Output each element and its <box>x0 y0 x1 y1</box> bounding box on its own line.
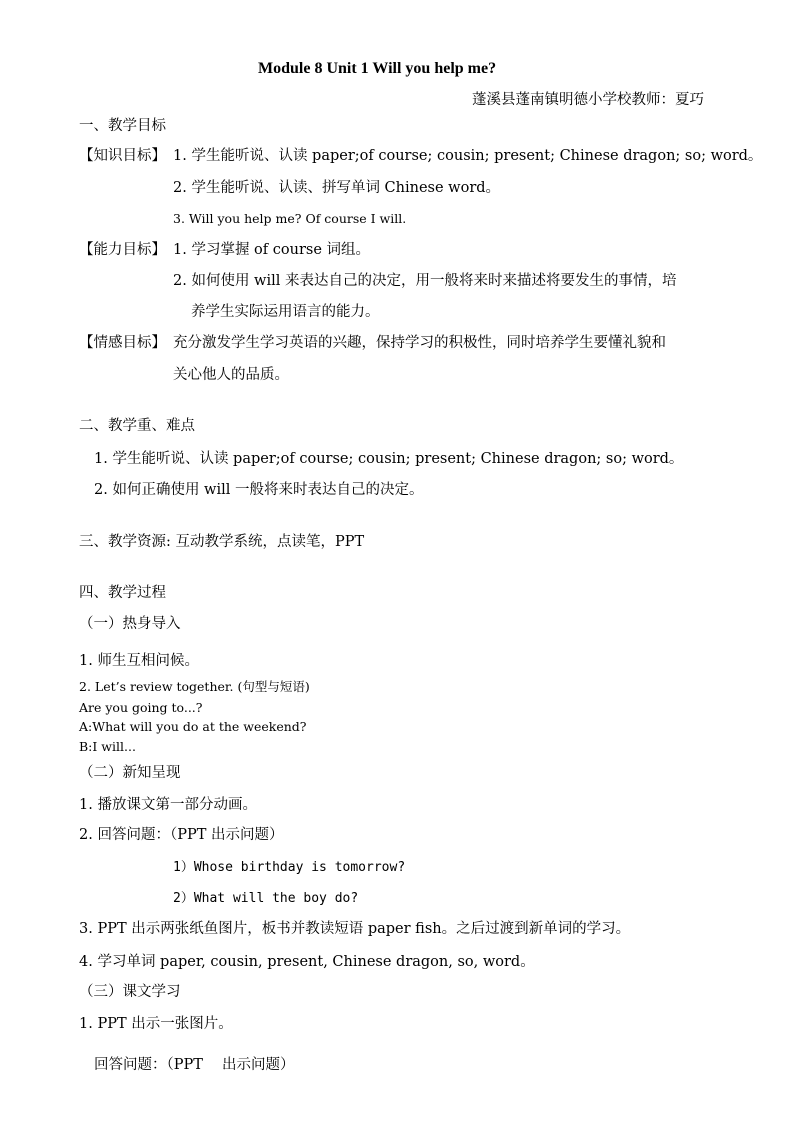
key-point-item: 2. 如何正确使用 will 一般将来时表达自己的决定。 <box>94 482 424 498</box>
ability-item-continued: 养学生实际运用语言的能力。 <box>191 304 380 320</box>
warmup-item: 1. 师生互相问候。 <box>79 653 199 669</box>
knowledge-item: 2. 学生能听说、认读、拼写单词 Chinese word。 <box>173 180 501 196</box>
knowledge-item: 1. 学生能听说、认读 paper;of course; cousin; present; Chinese dragon; so; word。 <box>173 148 763 164</box>
new-item: 2. 回答问题：（PPT 出示问题） <box>79 827 284 843</box>
section-heading-goals: 一、教学目标 <box>79 118 166 134</box>
text-item: 1. PPT 出示一张图片。 <box>79 1016 233 1032</box>
warmup-item: Are you going to...? <box>79 700 203 715</box>
new-question: 1）Whose birthday is tomorrow? <box>173 860 406 875</box>
section-resources: 三、教学资源: 互动教学系统，点读笔，PPT <box>79 534 365 550</box>
emotion-item-continued: 关心他人的品质。 <box>173 367 289 383</box>
emotion-label: 【情感目标】 <box>79 335 166 351</box>
ability-item: 2. 如何使用 will 来表达自己的决定，用一般将来时来描述将要发生的事情，培 <box>173 273 677 289</box>
warmup-item: A:What will you do at the weekend? <box>79 719 307 734</box>
knowledge-label: 【知识目标】 <box>79 148 166 164</box>
new-item: 4. 学习单词 paper, cousin, present, Chinese dragon, so, word。 <box>79 954 535 970</box>
warmup-item: B:I will... <box>79 739 136 754</box>
section-heading-key-points: 二、教学重、难点 <box>79 418 195 434</box>
new-item: 3. PPT 出示两张纸鱼图片，板书并教读短语 paper fish。之后过渡到新单词的学习。 <box>79 921 631 937</box>
subsection-heading-warmup: （一）热身导入 <box>79 616 181 632</box>
key-point-item: 1. 学生能听说、认读 paper;of course; cousin; present; Chinese dragon; so; word。 <box>94 451 684 467</box>
knowledge-item: 3. Will you help me? Of course I will. <box>173 211 407 226</box>
ability-item: 1. 学习掌握 of course 词组。 <box>173 242 371 258</box>
section-heading-process: 四、教学过程 <box>79 585 166 601</box>
warmup-item: 2. Let’s review together. (句型与短语) <box>79 679 310 694</box>
subsection-heading-new: （二）新知呈现 <box>79 765 181 781</box>
subsection-heading-text: （三）课文学习 <box>79 984 181 1000</box>
document-title: Module 8 Unit 1 Will you help me? <box>258 60 497 77</box>
text-item: 回答问题：（PPT 出示问题） <box>94 1057 295 1073</box>
author-line: 蓬溪县蓬南镇明德小学校教师：夏巧 <box>472 92 704 108</box>
emotion-item: 充分激发学生学习英语的兴趣，保持学习的积极性，同时培养学生要懂礼貌和 <box>173 335 666 351</box>
new-item: 1. 播放课文第一部分动画。 <box>79 797 257 813</box>
ability-label: 【能力目标】 <box>79 242 166 258</box>
new-question: 2）What will the boy do? <box>173 891 359 906</box>
